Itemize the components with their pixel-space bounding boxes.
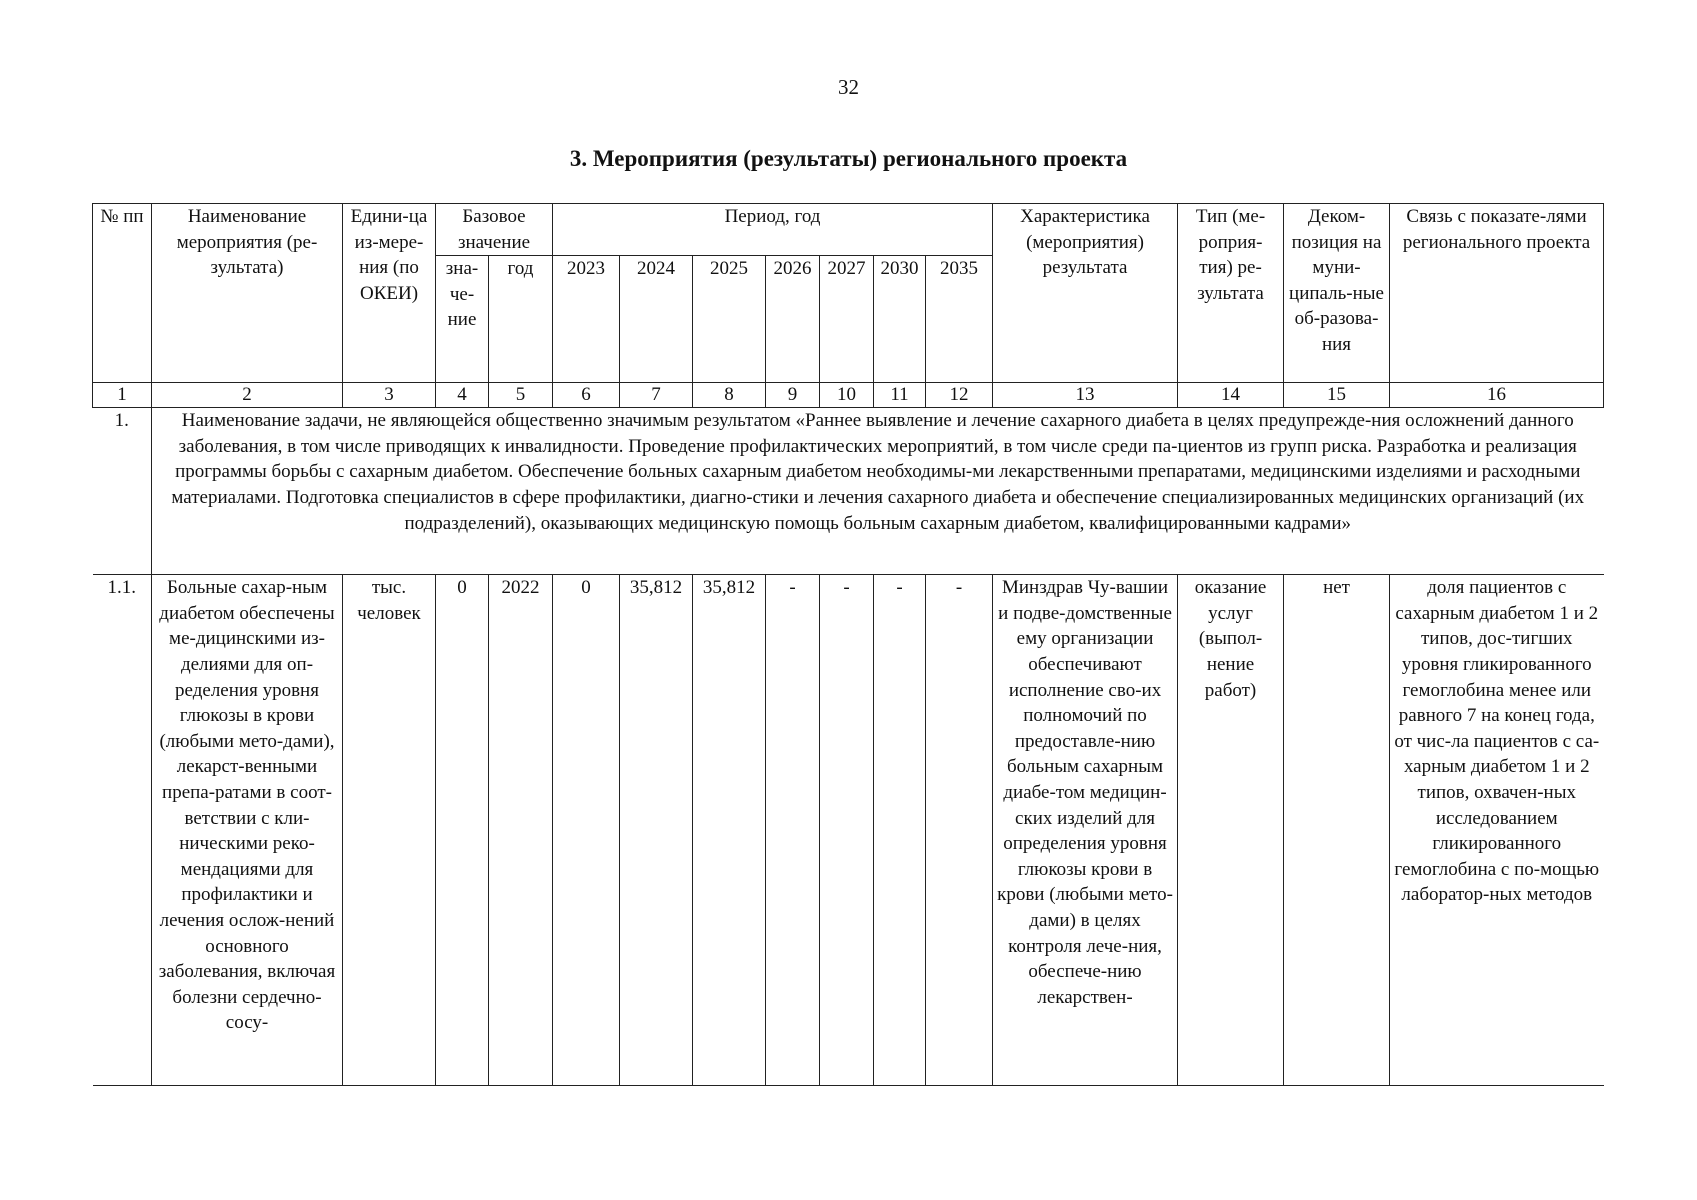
header-year: 2027 (820, 256, 874, 383)
header-year: 2026 (766, 256, 820, 383)
column-number: 13 (993, 383, 1178, 408)
column-number: 3 (343, 383, 436, 408)
item-base-year: 2022 (489, 575, 553, 1086)
item-value-2035: - (926, 575, 993, 1086)
header-decomposition: Деком-позиция на муни-ципаль-ные об-разова-ния (1284, 204, 1390, 383)
column-number: 14 (1178, 383, 1284, 408)
projects-table (92, 203, 1604, 1086)
item-link: доля пациентов с сахарным диабетом 1 и 2 типов, дос-тигших уровня гликированного гемоглобина менее или равного 7 на конец года, от чис-ла пациентов с са-харным диабетом 1 и 2 типов, охвачен-ных исследованием гликированного гемоглобина с по-мощью лаборатор-ных методов (1390, 575, 1604, 1086)
column-number: 2 (152, 383, 343, 408)
task-number: 1. (93, 408, 152, 575)
task-text: Наименование задачи, не являющейся общественно значимым результатом «Раннее выявление и лечение сахарного диабета в целях предупрежде-ния осложнений данного заболевания, в том числе приводящих к инвалидности. Проведение профилактических мероприятий, в том числе среди па-циентов из групп риска. Разработка и реализация программы борьбы с сахарным диабетом. Обеспечение больных сахарным диабетом необходимы-ми лекарственными препаратами, медицинскими изделиями и расходными материалами. Подготовка специалистов в сфере профилактики, диагно-стики и лечения сахарного диабета и обеспечение специализированных медицинских организаций (их подразделений), оказывающих медицинскую помощь больным сахарным диабетом, квалифицированными кадрами» (152, 408, 1604, 575)
item-unit: тыс. человек (343, 575, 436, 1086)
column-numbers-row (93, 383, 1604, 408)
header-period: Период, год (553, 204, 993, 256)
column-number: 11 (874, 383, 926, 408)
section-title: 3. Мероприятия (результаты) регионального проекта (569, 146, 1128, 171)
item-value-2027: - (820, 575, 874, 1086)
page-number: 32 (838, 75, 859, 99)
column-number: 7 (620, 383, 693, 408)
header-row-1 (93, 204, 1604, 256)
column-number: 9 (766, 383, 820, 408)
table-row (93, 575, 1604, 1086)
header-name: Наименование мероприятия (ре-зультата) (152, 204, 343, 383)
item-base-value: 0 (436, 575, 489, 1086)
header-base-value: зна-че-ние (436, 256, 489, 383)
column-number: 4 (436, 383, 489, 408)
item-characteristic: Минздрав Чу-вашии и подве-домственные ему организации обеспечивают исполнение сво-их полномочий по предоставле-нию больным сахарным диабе-том медицин-ских изделий для определения уровня глюкозы крови в крови (любыми мето-дами) в целях контроля лече-ния, обеспече-нию лекарствен- (993, 575, 1178, 1086)
header-characteristic: Характеристика (мероприятия) результата (993, 204, 1178, 383)
column-number: 12 (926, 383, 993, 408)
header-base: Базовое значение (436, 204, 553, 256)
header-type: Тип (ме-роприя-тия) ре-зультата (1178, 204, 1284, 383)
header-year: 2024 (620, 256, 693, 383)
column-number: 16 (1390, 383, 1604, 408)
column-number: 5 (489, 383, 553, 408)
item-name: Больные сахар-ным диабетом обеспечены ме-дицинскими из-делиями для оп-ределения уровня глюкозы в крови (любыми мето-дами), лекарст-венными препа-ратами в соот-ветствии с кли-ническими реко-мендациями для профилактики и лечения ослож-нений основного заболевания, включая болезни сердечно-сосу- (152, 575, 343, 1086)
header-year: 2035 (926, 256, 993, 383)
header-num: № пп (93, 204, 152, 383)
header-link: Связь с показате-лями регионального проекта (1390, 204, 1604, 383)
column-number: 10 (820, 383, 874, 408)
column-number: 8 (693, 383, 766, 408)
header-year: 2023 (553, 256, 620, 383)
item-decomposition: нет (1284, 575, 1390, 1086)
task-row (93, 408, 1604, 575)
header-unit: Едини-ца из-мере-ния (по ОКЕИ) (343, 204, 436, 383)
header-year: 2030 (874, 256, 926, 383)
item-value-2025: 35,812 (693, 575, 766, 1086)
item-value-2024: 35,812 (620, 575, 693, 1086)
item-value-2023: 0 (553, 575, 620, 1086)
column-number: 6 (553, 383, 620, 408)
header-year: 2025 (693, 256, 766, 383)
header-base-year: год (489, 256, 553, 383)
item-value-2026: - (766, 575, 820, 1086)
column-number: 15 (1284, 383, 1390, 408)
column-number: 1 (93, 383, 152, 408)
item-number: 1.1. (93, 575, 152, 1086)
item-value-2030: - (874, 575, 926, 1086)
item-type: оказание услуг (выпол-нение работ) (1178, 575, 1284, 1086)
